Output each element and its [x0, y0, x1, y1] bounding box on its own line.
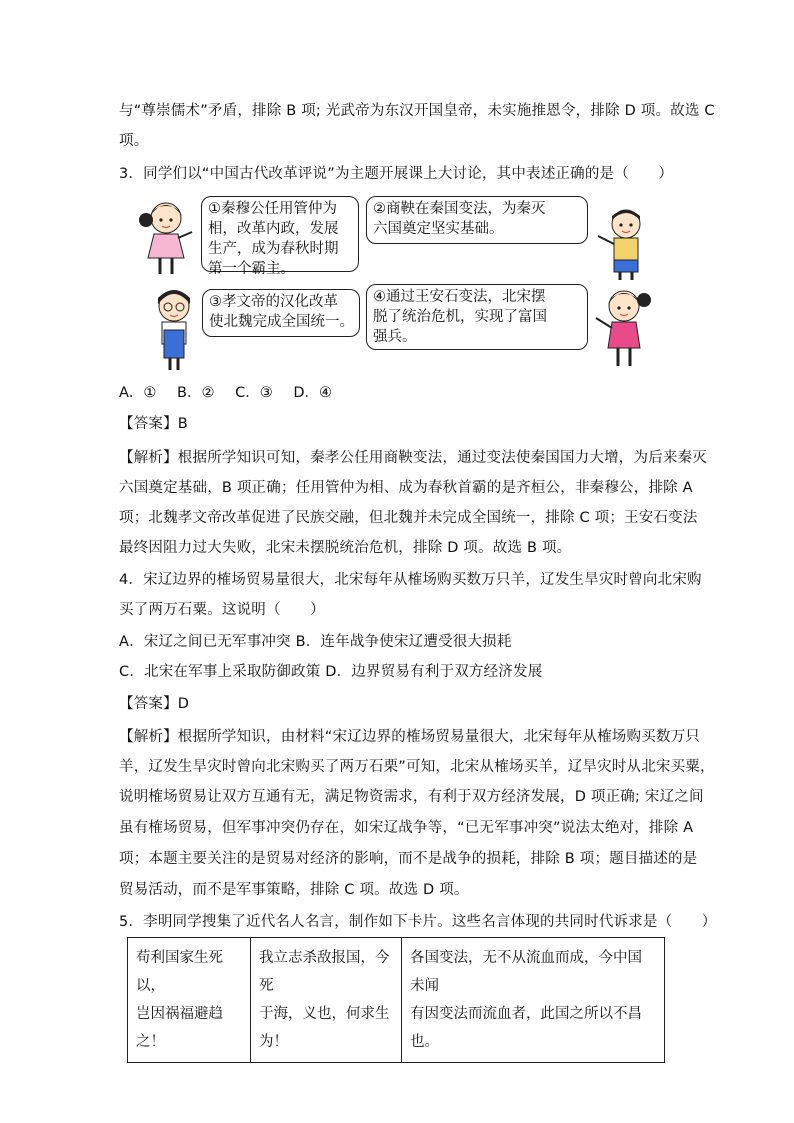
- bubble-4-line: ④通过王安石变法，北宋摆: [373, 289, 546, 305]
- question-5-stem: 5．李明同学搜集了近代名人名言，制作如下卡片。这些名言体现的共同时代诉求是（ ）: [119, 914, 717, 930]
- quote-line: 苟利国家生死以，: [136, 950, 223, 994]
- question-3-analysis-line: 【解析】根据所学知识可知，秦孝公任用商鞅变法，通过变法使秦国国力大增，为后来秦灭: [119, 450, 707, 466]
- bubble-1-line: 相，改革内政，发展: [208, 221, 339, 237]
- quote-cards-table: [127, 937, 665, 1063]
- bubble-1-line: ①秦穆公任用管仲为: [208, 201, 337, 217]
- quote-line: 有因变法而流血者，此国之所以不昌也。: [410, 1006, 642, 1050]
- question-3-stem: 3．同学们以“中国古代改革评说”为主题开展课上大讨论，其中表述正确的是（ ）: [119, 166, 674, 182]
- option-d: D．④: [293, 385, 332, 401]
- question-4-options-ab: A．宋辽之间已无军事冲突 B．连年战争使宋辽遭受很大损耗: [119, 634, 512, 650]
- girl-figure-1: [138, 198, 194, 278]
- question-4-analysis-line: 贸易活动，而不是军事策略，排除 C 项。故选 D 项。: [119, 882, 469, 898]
- question-4-stem: 4．宋辽边界的榷场贸易量很大，北宋每年从榷场购买数万只羊，辽发生旱灾时曾向北宋购: [119, 572, 702, 588]
- quote-line: 我立志杀敌报国，今死: [259, 950, 390, 994]
- bubble-2-line: 六国奠定坚实基础。: [373, 221, 504, 237]
- quote-line: 于海，义也，何求生为！: [259, 1006, 390, 1050]
- option-c: C．③: [235, 385, 273, 401]
- boy-figure-2: [596, 206, 652, 282]
- question-4-answer: 【答案】D: [119, 696, 190, 712]
- quote-card-3: [402, 938, 665, 1063]
- bubble-3-line: 使北魏完成全国统一。: [209, 314, 354, 330]
- speech-bubble-3: [202, 289, 360, 337]
- bubble-4-line: 脱了统治危机，实现了富国: [373, 309, 547, 325]
- question-3-analysis-line: 项；北魏孝文帝改革促进了民族交融，但北魏并未完成全国统一，排除 C 项；王安石变法: [119, 510, 698, 526]
- question-4-analysis-line: 说明榷场贸易让双方互通有无，满足物资需求，有利于双方经济发展，D 项正确; 宋辽之间: [119, 789, 704, 805]
- quote-card-2: [251, 938, 402, 1063]
- bubble-1-line: 第一个霸主。: [208, 261, 295, 277]
- speech-bubble-2: [366, 196, 588, 244]
- option-b: B．②: [177, 385, 215, 401]
- question-4-stem: 买了两万石粟。这说明（ ）: [119, 602, 325, 618]
- bubble-4-line: 强兵。: [373, 329, 417, 345]
- boy-figure-3: [146, 286, 202, 372]
- question-3-analysis-line: 最终因阻力过大失败，北宋未摆脱统治危机，排除 D 项。故选 B 项。: [119, 540, 572, 556]
- option-a: A．①: [119, 385, 157, 401]
- question-3-analysis-line: 六国奠定基础，B 项正确；任用管仲为相、成为春秋首霸的是齐桓公，非秦穆公，排除 A: [119, 480, 693, 496]
- question-4-analysis-line: 【解析】根据所学知识，由材料“宋辽边界的榷场贸易量很大，北宋每年从榷场购买数万只: [119, 729, 701, 745]
- speech-bubble-4: [366, 284, 588, 350]
- question-3-options: [119, 383, 348, 403]
- prev-text-line: 项。: [119, 133, 149, 149]
- bubble-2-line: ②商鞅在秦国变法，为秦灭: [373, 201, 546, 217]
- bubble-1-line: 生产，成为春秋时期: [208, 241, 339, 257]
- girl-figure-4: [594, 286, 654, 370]
- question-3-answer: 【答案】B: [119, 416, 188, 432]
- bubble-3-line: ③孝文帝的汉化改革: [209, 294, 338, 310]
- prev-text-line: 与“尊崇儒术”矛盾，排除 B 项; 光武帝为东汉开国皇帝，未实施推恩令，排除 D 项。故选 C: [119, 103, 715, 119]
- speech-bubble-1: [201, 196, 359, 277]
- table-row: [128, 938, 665, 1063]
- question-4-analysis-line: 虽有榷场贸易，但军事冲突仍存在，如宋辽战争等，“已无军事冲突”说法太绝对，排除 A: [119, 820, 694, 836]
- question-4-analysis-line: 项；本题主要关注的是贸易对经济的影响，而不是战争的损耗，排除 B 项；题目描述的是: [119, 851, 698, 867]
- quote-line: 岂因祸福避趋之！: [136, 1006, 223, 1050]
- quote-card-1: [128, 938, 251, 1063]
- quote-line: 各国变法，无不从流血而成，今中国未闻: [410, 950, 642, 994]
- question-4-options-cd: C．北宋在军事上采取防御政策 D．边界贸易有利于双方经济发展: [119, 664, 543, 680]
- question-4-analysis-line: 羊，辽发生旱灾时曾向北宋购买了两万石栗”可知，北宋从榷场买羊，辽旱灾时从北宋买粟，: [119, 759, 715, 775]
